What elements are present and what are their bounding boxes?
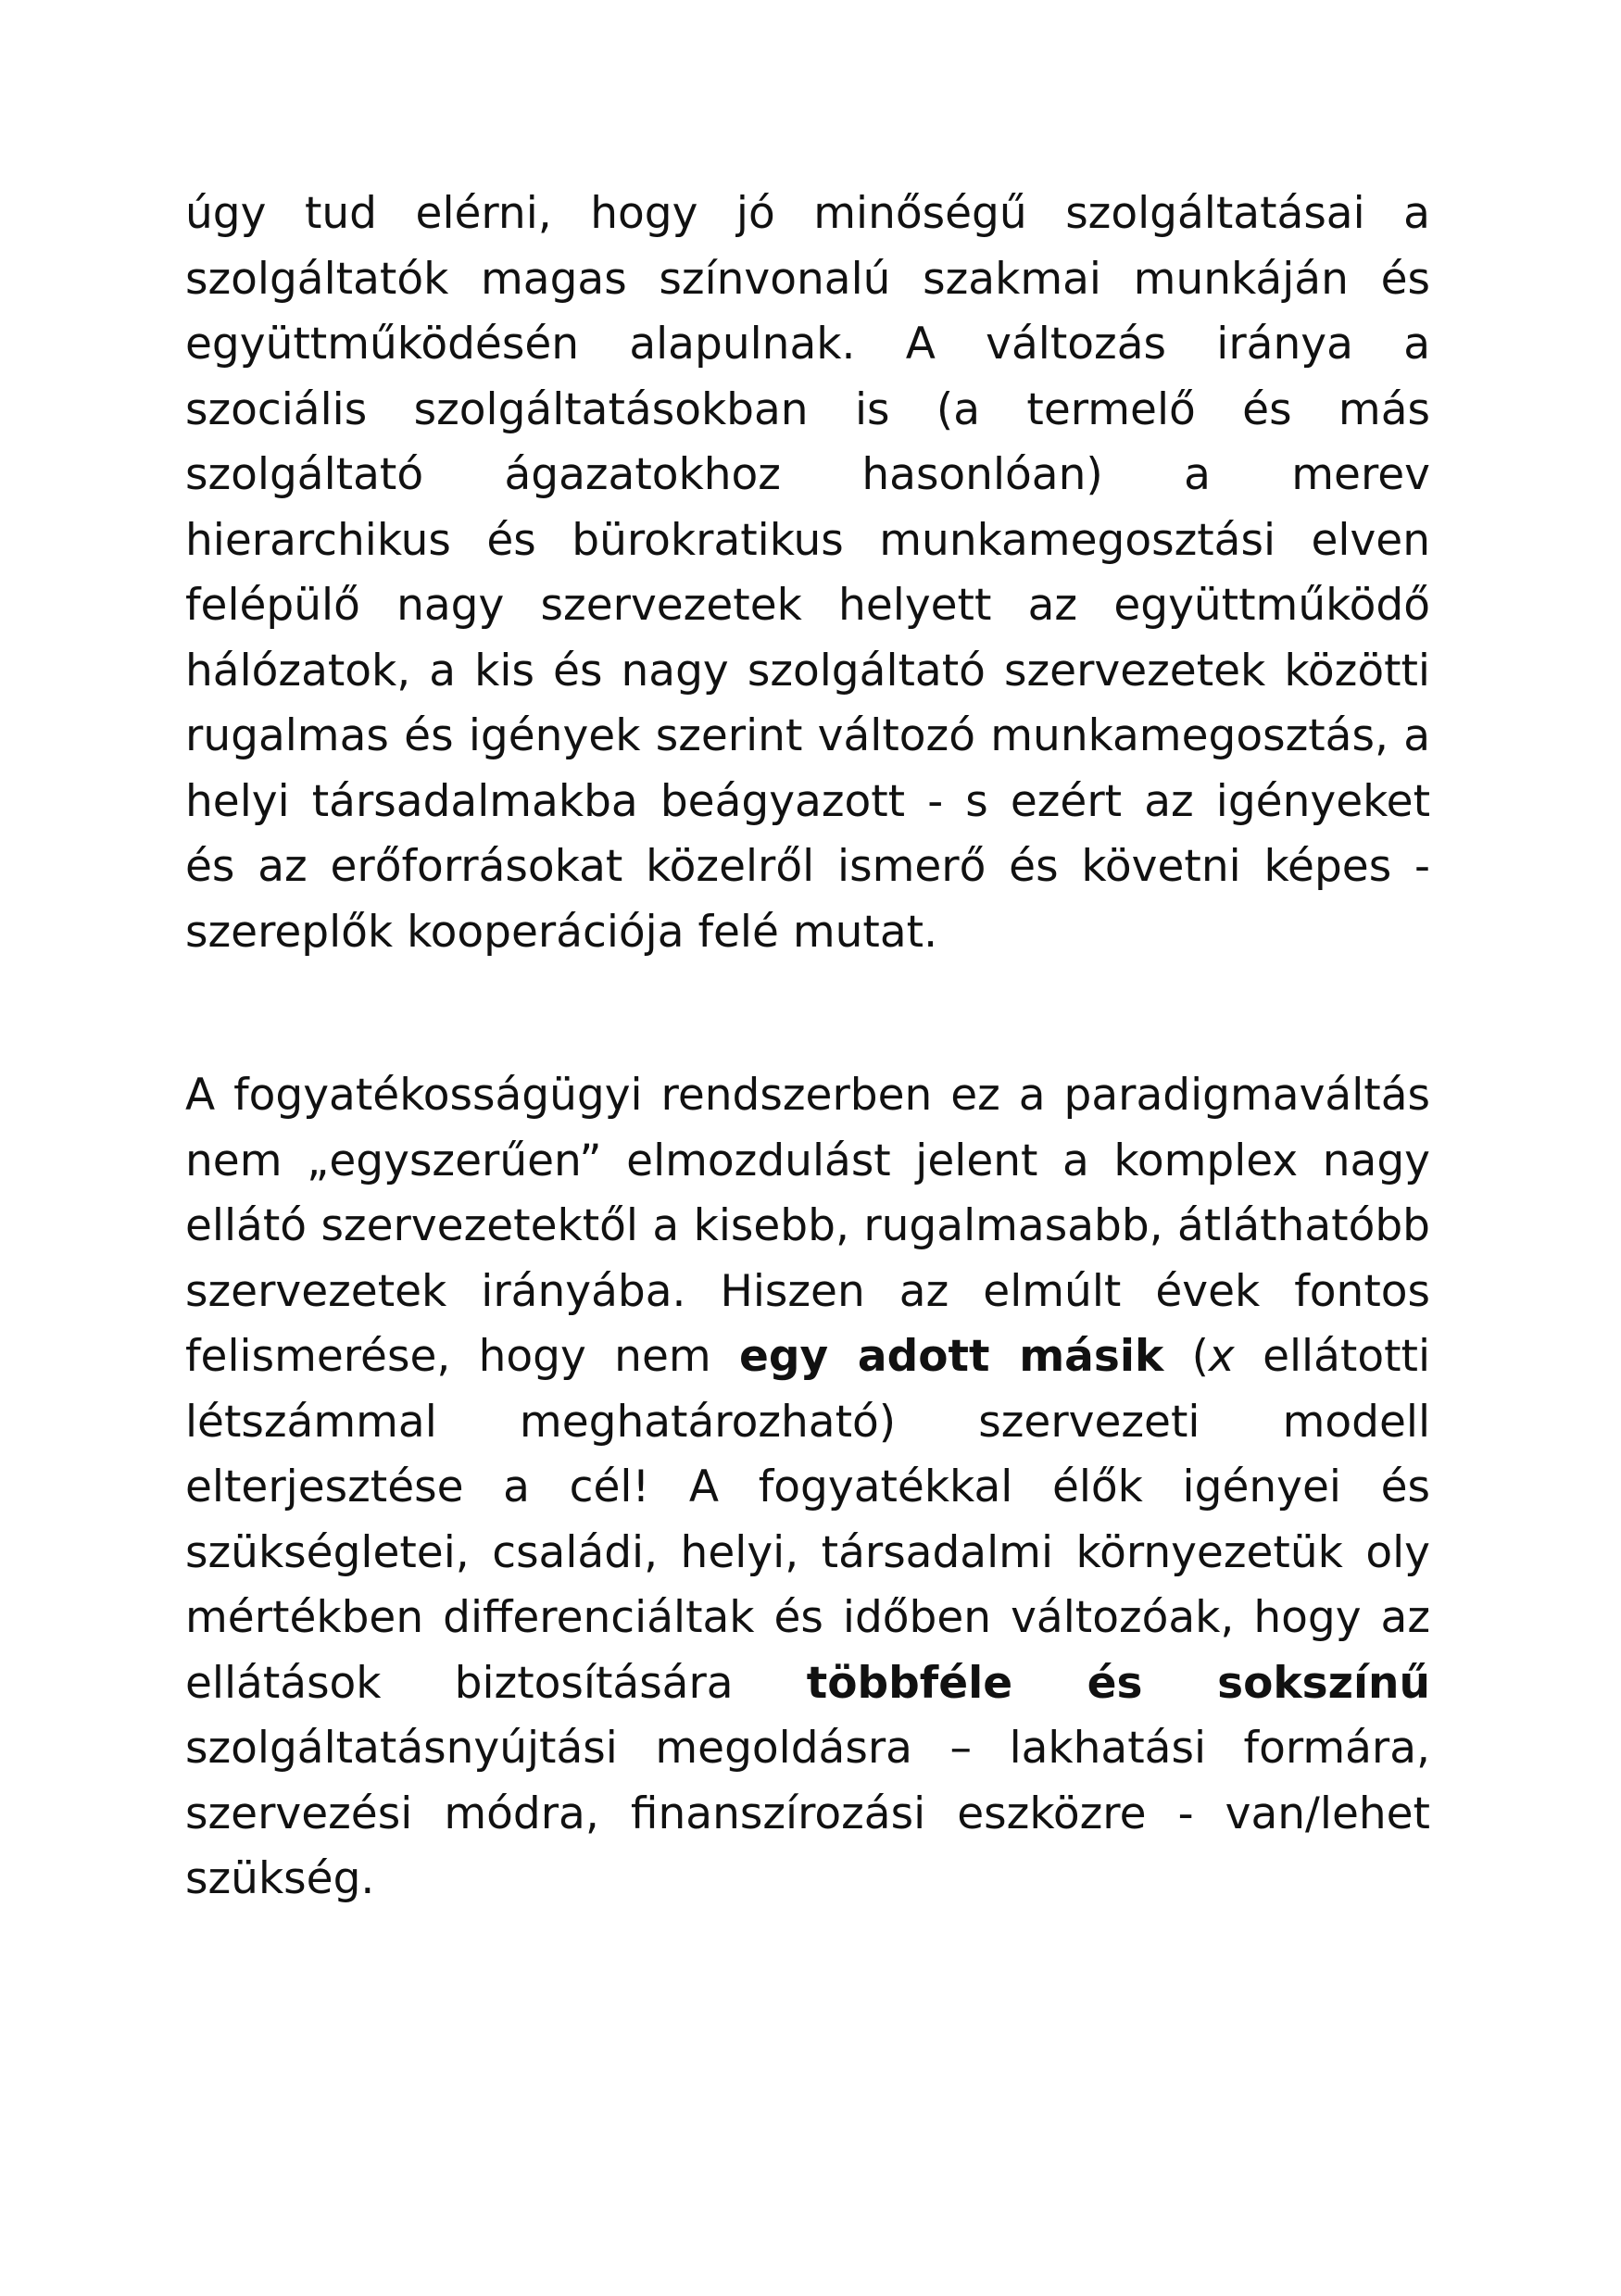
paragraph-2-bold-1: egy adott másik	[738, 1331, 1164, 1382]
paragraph-2	[185, 1063, 1430, 1913]
paragraph-2-text-4: szolgáltatásnyújtási megoldásra – lakhatási formára, szervezési módra, finanszírozási eszközre - van/lehet szükség.	[185, 1723, 1430, 1904]
paragraph-2-text-1: A fogyatékosságügyi rendszerben ez a paradigmaváltás nem „egyszerűen” elmozdulást jelent a komplex nagy ellátó szervezetektől a kisebb, rugalmasabb, átláthatóbb szervezetek irányába. Hiszen az elmúlt évek fontos felismerése, hogy nem	[185, 1070, 1430, 1382]
paragraph-1: úgy tud elérni, hogy jó minőségű szolgáltatásai a szolgáltatók magas színvonalú szakmai munkáján és együttműködésén alapulnak. A változás iránya a szociális szolgáltatásokban is (a termelő és más szolgáltató ágazatokhoz hasonlóan) a merev hierarchikus és bürokratikus munkamegosztási elven felépülő nagy szervezetek helyett az együttműködő hálózatok, a kis és nagy szolgáltató szervezetek közötti rugalmas és igények szerint változó munkamegosztás, a helyi társadalmakba beágyazott - s ezért az igényeket és az erőforrásokat közelről ismerő és követni képes - szereplők kooperációja felé mutat.	[185, 188, 1430, 958]
paragraph-2-text-3: ellátotti létszámmal meghatározható) szervezeti modell elterjesztése a cél! A fogyatékkal élők igényei és szükségletei, családi, helyi, társadalmi környezetük oly mértékben differenciáltak és időben változóak, hogy az ellátások biztosítására	[185, 1331, 1431, 1709]
paragraph-2-bold-2: többféle és sokszínű	[806, 1657, 1430, 1709]
paragraph-2-text-2: (	[1163, 1331, 1209, 1382]
paragraph-2-italic-1: x	[1208, 1331, 1235, 1382]
